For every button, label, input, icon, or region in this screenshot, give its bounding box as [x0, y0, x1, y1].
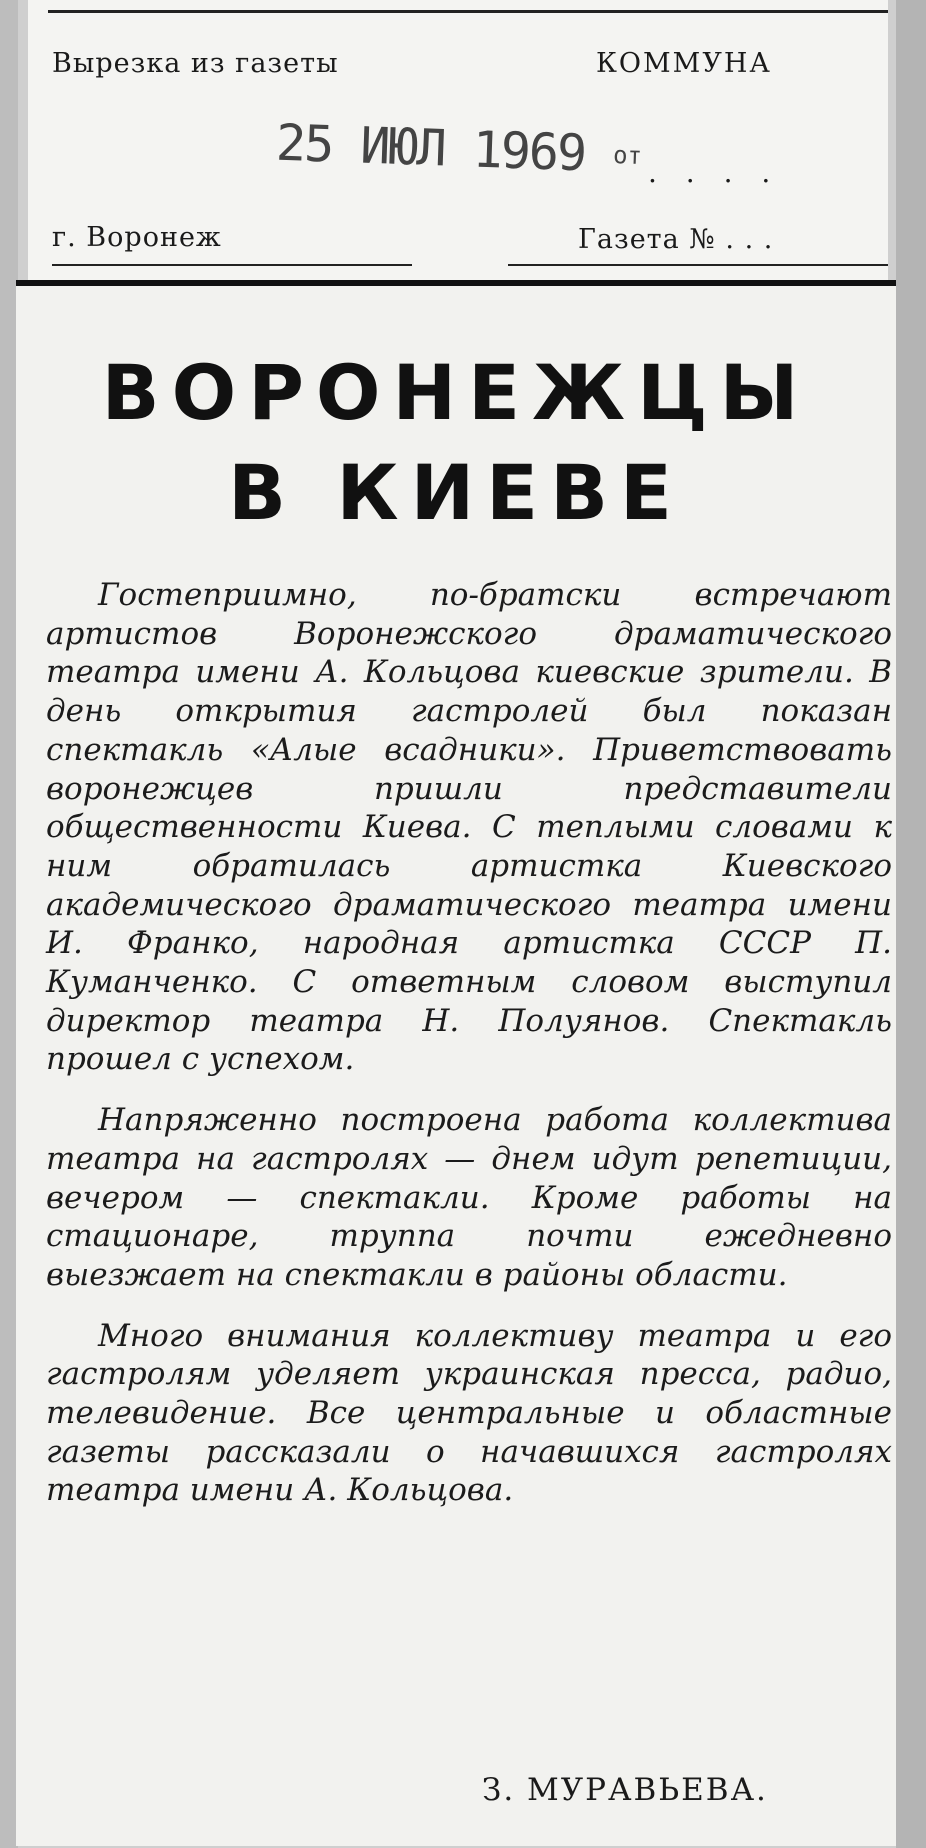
scan-border-right: [896, 0, 926, 1848]
newspaper-number-field: Газета № . . .: [578, 224, 774, 255]
date-from-label: от: [612, 140, 643, 170]
date-stamp-value: 25 ИЮЛ 1969: [275, 113, 587, 183]
article-body: [46, 576, 892, 1510]
newspaper-number-underline: [508, 264, 888, 266]
clipping-source-label: Вырезка из газеты: [52, 48, 339, 79]
article-paragraph-2: Напряженно построена работа коллектива театра на гастролях — днем идут репетиции, вечером — спектакли. Кроме работы на стационаре, труппа почти ежедневно выезжает на спектакли в районы области.: [46, 1102, 892, 1293]
article-paragraph-1: Гостеприимно, по-братски встречают артистов Воронежского драматического театра имени А. Кольцова киевские зрители. В день открытия гастролей был показан спектакль «Алые всадники». Приветствовать воронежцев пришли представители общественности Киева. С теплыми словами к ним обратилась артистка Киевского академического драматического театра имени И. Франко, народная артистка СССР П. Куманченко. С ответным словом выступил директор театра Н. Полуянов. Спектакль прошел с успехом.: [46, 577, 892, 1078]
city-label: г. Воронеж: [52, 222, 222, 253]
headline-line-2: В КИЕВЕ: [228, 448, 684, 537]
date-field-dots: . . . .: [648, 156, 781, 189]
header-rule-top: [48, 10, 888, 13]
city-underline: [52, 264, 412, 266]
date-stamp: [275, 114, 643, 185]
clipping-header-slip: [28, 0, 888, 285]
newspaper-article: [16, 280, 896, 1846]
headline-line-1: ВОРОНЕЖЦЫ: [101, 348, 811, 437]
article-paragraph-3: Много внимания коллективу театра и его гастролям уделяет украинская пресса, радио, телевидение. Все центральные и областные газеты рассказали о начавшихся гастролях театра имени А. Кольцова.: [46, 1317, 892, 1509]
newspaper-name: КОММУНА: [596, 48, 772, 79]
author-signature: З. МУРАВЬЕВА.: [482, 1772, 768, 1808]
